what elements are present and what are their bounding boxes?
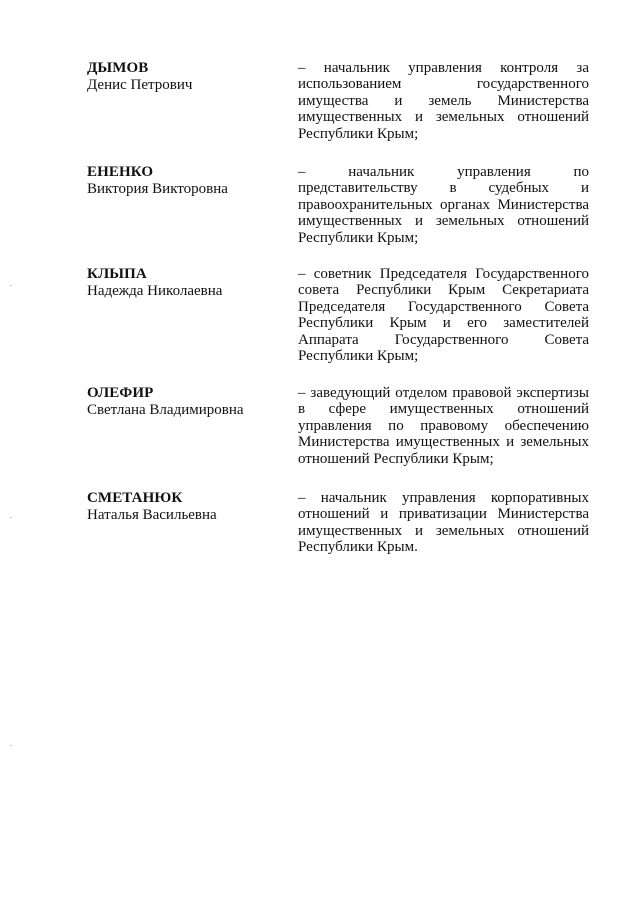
member-surname: КЛЫПА bbox=[87, 266, 147, 282]
member-position: – начальник управления по представительству в судебных и правоохранительных органах Министерства имущественных и земельных отношений Республики Крым; bbox=[298, 164, 589, 246]
member-surname: ДЫМОВ bbox=[87, 60, 149, 76]
scan-speck bbox=[10, 745, 12, 746]
scan-speck bbox=[10, 517, 12, 518]
member-given-names: Денис Петрович bbox=[87, 77, 193, 93]
member-name-block bbox=[87, 60, 287, 94]
scan-speck bbox=[10, 285, 12, 286]
member-name-block bbox=[87, 385, 287, 419]
member-position: – заведующий отделом правовой экспертизы в сфере имущественных отношений управления по правовому обеспечению Министерства имущественных и земельных отношений Республики Крым; bbox=[298, 385, 589, 467]
member-name-block bbox=[87, 266, 287, 300]
member-surname: СМЕТАНЮК bbox=[87, 490, 183, 506]
member-given-names: Надежда Николаевна bbox=[87, 283, 223, 299]
member-position: – начальник управления корпоративных отношений и приватизации Министерства имущественных и земельных отношений Республики Крым. bbox=[298, 490, 589, 556]
member-name-block bbox=[87, 164, 287, 198]
member-given-names: Виктория Викторовна bbox=[87, 181, 228, 197]
member-name-block bbox=[87, 490, 287, 524]
member-position: – начальник управления контроля за использованием государственного имущества и земель Министерства имущественных и земельных отношений Республики Крым; bbox=[298, 60, 589, 142]
member-surname: ОЛЕФИР bbox=[87, 385, 154, 401]
member-position: – советник Председателя Государственного совета Республики Крым Секретариата Председателя Государственного Совета Республики Крым и его заместителей Аппарата Государственного Совета Республики Крым; bbox=[298, 266, 589, 365]
member-given-names: Наталья Васильевна bbox=[87, 507, 217, 523]
member-surname: ЕНЕНКО bbox=[87, 164, 154, 180]
member-given-names: Светлана Владимировна bbox=[87, 402, 244, 418]
